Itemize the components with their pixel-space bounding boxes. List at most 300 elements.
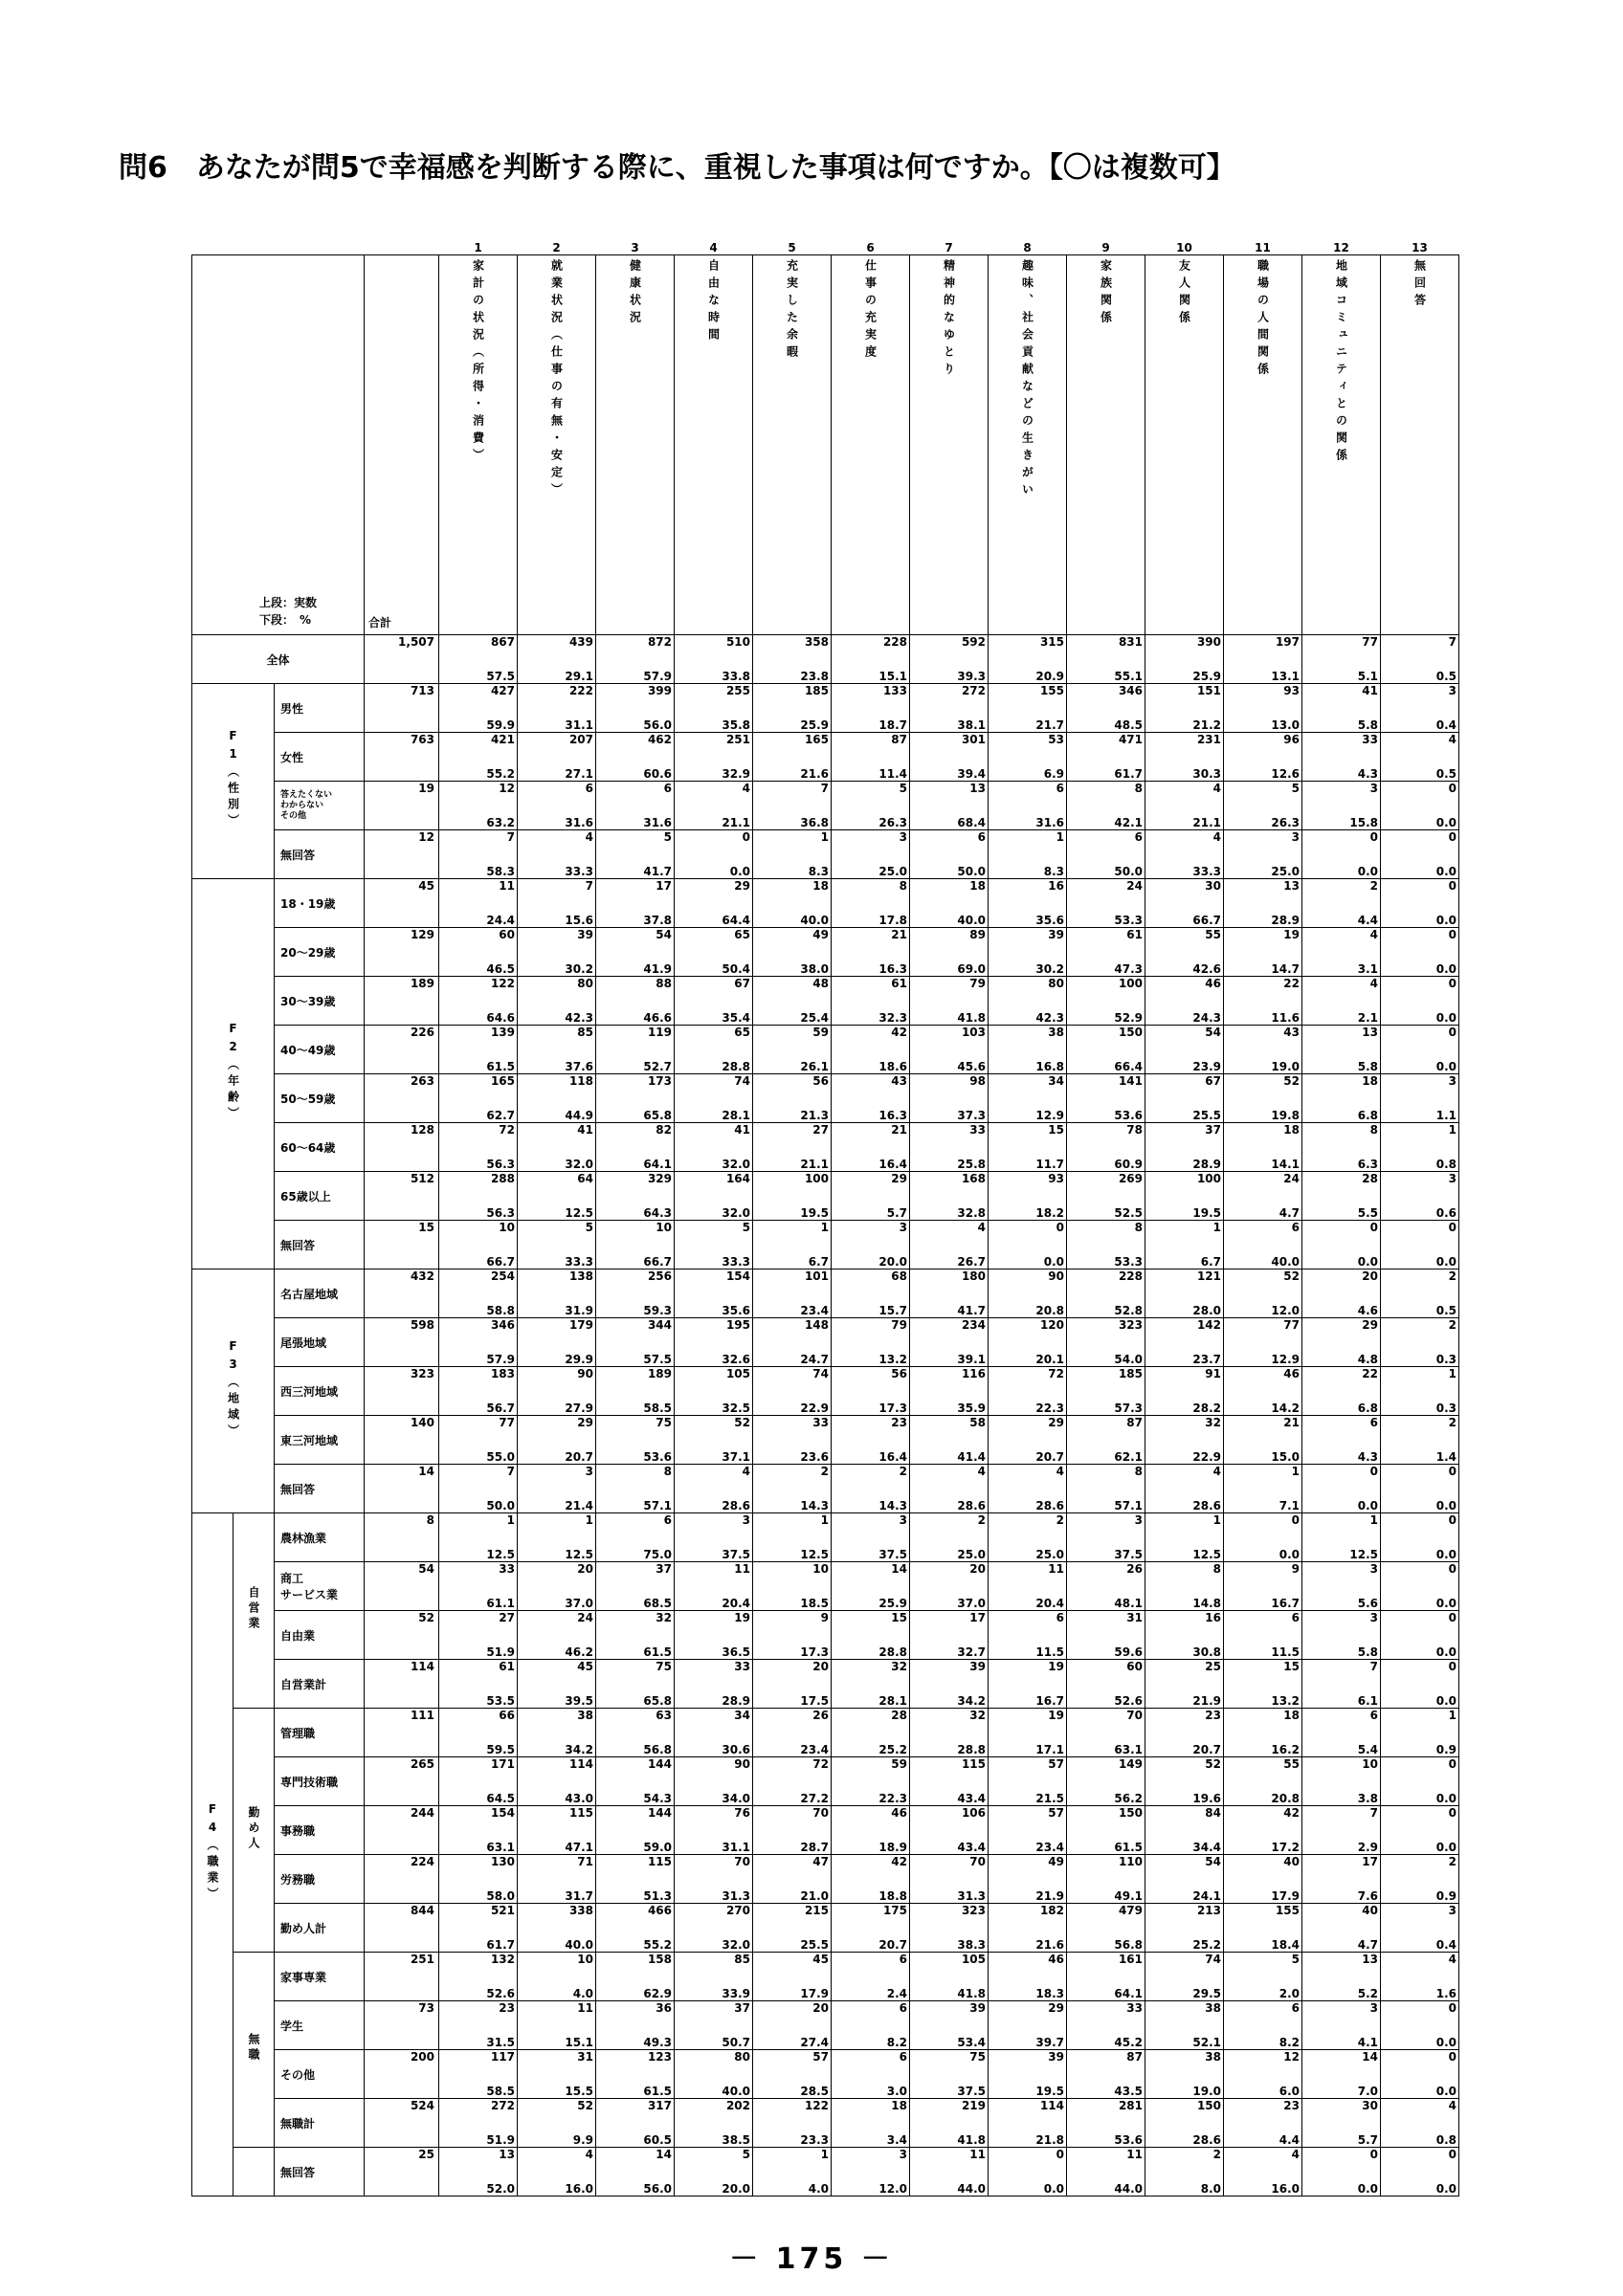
row-total: 263 (365, 1074, 439, 1123)
count-cell: 471 (1067, 733, 1145, 758)
column-header (989, 255, 1067, 635)
percent-cell: 17.3 (832, 1391, 910, 1416)
percent-cell: 30.8 (1145, 1635, 1224, 1660)
count-cell: 4 (1381, 1953, 1459, 1977)
count-cell: 6 (910, 830, 989, 855)
count-cell: 75 (596, 1660, 675, 1685)
count-cell: 5 (1224, 782, 1302, 806)
percent-cell: 8.0 (1145, 2172, 1224, 2197)
count-cell: 479 (1067, 1904, 1145, 1929)
percent-cell: 3.4 (832, 2123, 910, 2148)
column-header (596, 255, 675, 635)
count-cell: 79 (910, 977, 989, 1002)
column-header-label: 家計の状況（所得・消費） (471, 259, 485, 466)
percent-cell: 18.2 (989, 1196, 1067, 1221)
percent-cell: 19.5 (753, 1196, 832, 1221)
percent-cell: 41.7 (596, 854, 675, 879)
column-header (518, 255, 596, 635)
table-row (192, 1562, 1459, 1587)
count-cell: 115 (910, 1757, 989, 1782)
count-cell: 10 (753, 1562, 832, 1587)
count-cell: 0 (675, 830, 753, 855)
percent-cell: 0.0 (1381, 806, 1459, 830)
count-cell: 11 (518, 2001, 596, 2026)
row-label: 自営業計 (275, 1660, 365, 1709)
count-cell: 4 (675, 782, 753, 806)
legend (192, 255, 365, 635)
percent-cell: 40.0 (1224, 1245, 1302, 1269)
count-cell: 510 (675, 635, 753, 660)
percent-cell: 46.2 (518, 1635, 596, 1660)
count-cell: 427 (439, 684, 518, 709)
percent-cell: 50.0 (910, 854, 989, 879)
percent-cell: 28.6 (989, 1489, 1067, 1513)
count-cell: 49 (989, 1855, 1067, 1880)
table-row (192, 733, 1459, 758)
percent-cell: 0.4 (1381, 708, 1459, 733)
count-cell: 47 (753, 1855, 832, 1880)
count-cell: 67 (675, 977, 753, 1002)
count-cell: 27 (439, 1611, 518, 1636)
count-cell: 39 (518, 928, 596, 953)
count-cell: 4 (989, 1465, 1067, 1490)
percent-cell: 52.1 (1145, 2025, 1224, 2050)
count-cell: 155 (989, 684, 1067, 709)
count-cell: 29 (675, 879, 753, 904)
percent-cell: 15.0 (1224, 1440, 1302, 1465)
column-number: 5 (788, 241, 796, 254)
count-cell: 5 (832, 782, 910, 806)
row-label: 50〜59歳 (275, 1074, 365, 1123)
percent-cell: 21.4 (518, 1489, 596, 1513)
percent-cell: 31.7 (518, 1879, 596, 1904)
percent-cell: 14.3 (832, 1489, 910, 1513)
percent-cell: 40.0 (675, 2074, 753, 2099)
count-cell: 20 (518, 1562, 596, 1587)
count-cell: 466 (596, 1904, 675, 1929)
count-cell: 15 (989, 1123, 1067, 1148)
row-total: 224 (365, 1855, 439, 1904)
column-header (1224, 255, 1302, 635)
count-cell: 3 (675, 1513, 753, 1538)
percent-cell: 6.7 (753, 1245, 832, 1269)
row-label: 学生 (275, 2001, 365, 2050)
percent-cell: 16.3 (832, 952, 910, 977)
count-cell: 189 (596, 1367, 675, 1392)
count-cell: 20 (910, 1562, 989, 1587)
row-total: 52 (365, 1611, 439, 1660)
table-row (192, 2001, 1459, 2026)
table-row (192, 1026, 1459, 1050)
percent-cell: 18.4 (1224, 1928, 1302, 1953)
count-cell: 39 (910, 2001, 989, 2026)
count-cell: 39 (910, 1660, 989, 1685)
count-cell: 13 (1224, 879, 1302, 904)
percent-cell: 26.3 (832, 806, 910, 830)
count-cell: 14 (596, 2148, 675, 2173)
percent-cell: 50.0 (439, 1489, 518, 1513)
count-cell: 255 (675, 684, 753, 709)
percent-cell: 7.1 (1224, 1489, 1302, 1513)
count-cell: 329 (596, 1172, 675, 1197)
count-cell: 6 (1067, 830, 1145, 855)
percent-cell: 36.5 (675, 1635, 753, 1660)
percent-cell: 15.7 (832, 1293, 910, 1318)
group-label-text: F2（年齢） (226, 1022, 240, 1123)
count-cell: 18 (1302, 1074, 1381, 1099)
count-cell: 6 (518, 782, 596, 806)
count-cell: 0 (1381, 830, 1459, 855)
count-cell: 3 (1224, 830, 1302, 855)
percent-cell: 53.6 (1067, 1098, 1145, 1123)
count-cell: 13 (1302, 1953, 1381, 1977)
percent-cell: 30.2 (989, 952, 1067, 977)
count-cell: 3 (518, 1465, 596, 1490)
percent-cell: 28.7 (753, 1830, 832, 1855)
percent-cell: 28.6 (675, 1489, 753, 1513)
count-cell: 6 (596, 782, 675, 806)
count-cell: 256 (596, 1269, 675, 1294)
percent-cell: 44.0 (910, 2172, 989, 2197)
column-header-label: 地域コミュニティとの関係 (1334, 259, 1348, 466)
row-total: 114 (365, 1660, 439, 1709)
count-cell: 207 (518, 733, 596, 758)
count-cell: 219 (910, 2099, 989, 2124)
count-cell: 6 (832, 1953, 910, 1977)
count-cell: 80 (989, 977, 1067, 1002)
percent-cell: 17.1 (989, 1733, 1067, 1757)
percent-cell: 14.8 (1145, 1586, 1224, 1611)
group-label (192, 1513, 233, 2197)
percent-cell: 19.6 (1145, 1781, 1224, 1806)
count-cell: 0 (1381, 1611, 1459, 1636)
percent-cell: 34.0 (675, 1781, 753, 1806)
percent-cell: 8.2 (832, 2025, 910, 2050)
count-cell: 32 (1145, 1416, 1224, 1441)
percent-cell: 4.4 (1302, 903, 1381, 928)
percent-cell: 7.0 (1302, 2074, 1381, 2099)
percent-cell: 40.0 (518, 1928, 596, 1953)
count-cell: 4 (1224, 2148, 1302, 2173)
subgroup-label-text: 無職 (247, 2033, 260, 2064)
count-cell: 17 (910, 1611, 989, 1636)
count-cell: 1 (753, 1513, 832, 1538)
count-cell: 197 (1224, 635, 1302, 660)
percent-cell: 20.8 (989, 1293, 1067, 1318)
percent-cell: 55.1 (1067, 659, 1145, 684)
percent-cell: 4.4 (1224, 2123, 1302, 2148)
count-cell: 82 (596, 1123, 675, 1148)
percent-cell: 62.1 (1067, 1440, 1145, 1465)
count-cell: 358 (753, 635, 832, 660)
count-cell: 0 (989, 1221, 1067, 1246)
count-cell: 30 (1302, 2099, 1381, 2124)
percent-cell: 28.9 (1145, 1147, 1224, 1172)
count-cell: 11 (675, 1562, 753, 1587)
percent-cell: 28.6 (1145, 2123, 1224, 2148)
percent-cell: 57.1 (596, 1489, 675, 1513)
percent-cell: 0.0 (1381, 1489, 1459, 1513)
count-cell: 154 (439, 1806, 518, 1831)
percent-cell: 28.1 (832, 1684, 910, 1709)
count-cell: 4 (675, 1465, 753, 1490)
percent-cell: 0.6 (1381, 1196, 1459, 1221)
count-cell: 185 (1067, 1367, 1145, 1392)
percent-cell: 18.3 (989, 1976, 1067, 2001)
percent-cell: 15.6 (518, 903, 596, 928)
percent-cell: 0.0 (1302, 1245, 1381, 1269)
count-cell: 78 (1067, 1123, 1145, 1148)
column-number: 7 (945, 241, 953, 254)
count-cell: 254 (439, 1269, 518, 1294)
column-header-label: 充実した余暇 (785, 259, 799, 363)
table-row (192, 1611, 1459, 1636)
count-cell: 0 (1381, 1806, 1459, 1831)
count-cell: 122 (753, 2099, 832, 2124)
count-cell: 74 (753, 1367, 832, 1392)
count-cell: 23 (1224, 2099, 1302, 2124)
percent-cell: 37.5 (910, 2074, 989, 2099)
percent-cell: 26.3 (1224, 806, 1302, 830)
percent-cell: 4.0 (753, 2172, 832, 2197)
count-cell: 6 (1224, 2001, 1302, 2026)
count-cell: 26 (753, 1709, 832, 1733)
group-label-text: F3（地域） (226, 1338, 240, 1441)
count-cell: 103 (910, 1026, 989, 1050)
row-total: 598 (365, 1318, 439, 1367)
count-cell: 18 (1224, 1123, 1302, 1148)
percent-cell: 27.1 (518, 757, 596, 782)
count-cell: 150 (1067, 1026, 1145, 1050)
percent-cell: 61.5 (596, 2074, 675, 2099)
count-cell: 100 (1067, 977, 1145, 1002)
count-cell: 33 (1067, 2001, 1145, 2026)
percent-cell: 6.8 (1302, 1098, 1381, 1123)
percent-cell: 16.8 (989, 1049, 1067, 1074)
percent-cell: 21.3 (753, 1098, 832, 1123)
percent-cell: 8.2 (1224, 2025, 1302, 2050)
count-cell: 462 (596, 733, 675, 758)
percent-cell: 17.8 (832, 903, 910, 928)
percent-cell: 28.9 (1224, 903, 1302, 928)
column-header (1381, 255, 1459, 635)
percent-cell: 19.8 (1224, 1098, 1302, 1123)
count-cell: 87 (1067, 2050, 1145, 2075)
count-cell: 19 (1224, 928, 1302, 953)
count-cell: 165 (753, 733, 832, 758)
count-cell: 4 (910, 1221, 989, 1246)
row-total: 8 (365, 1513, 439, 1562)
percent-cell: 12.5 (1302, 1537, 1381, 1562)
percent-cell: 43.5 (1067, 2074, 1145, 2099)
percent-cell: 64.5 (439, 1781, 518, 1806)
column-header (1145, 255, 1224, 635)
count-cell: 179 (518, 1318, 596, 1343)
percent-cell: 60.6 (596, 757, 675, 782)
percent-cell: 18.9 (832, 1830, 910, 1855)
percent-cell: 5.5 (1302, 1196, 1381, 1221)
column-number: 2 (552, 241, 561, 254)
percent-cell: 37.5 (675, 1537, 753, 1562)
row-label: 勤め人計 (275, 1904, 365, 1953)
percent-cell: 4.7 (1224, 1196, 1302, 1221)
count-cell: 5 (675, 2148, 753, 2173)
percent-cell: 31.6 (596, 806, 675, 830)
percent-cell: 64.1 (1067, 1976, 1145, 2001)
count-cell: 54 (1145, 1855, 1224, 1880)
percent-cell: 24.3 (1145, 1001, 1224, 1026)
count-cell: 41 (675, 1123, 753, 1148)
count-cell: 38 (1145, 2050, 1224, 2075)
column-number: 9 (1101, 241, 1110, 254)
count-cell: 100 (1145, 1172, 1224, 1197)
percent-cell: 57.5 (439, 659, 518, 684)
column-number: 4 (709, 241, 718, 254)
percent-cell: 0.5 (1381, 757, 1459, 782)
percent-cell: 17.5 (753, 1684, 832, 1709)
group-label (192, 684, 275, 879)
percent-cell: 3.1 (1302, 952, 1381, 977)
count-cell: 65 (675, 1026, 753, 1050)
count-cell: 4 (518, 830, 596, 855)
total-header: 合計 (365, 255, 439, 635)
count-cell: 173 (596, 1074, 675, 1099)
count-cell: 41 (518, 1123, 596, 1148)
percent-cell: 18.7 (832, 708, 910, 733)
count-cell: 171 (439, 1757, 518, 1782)
table-row (192, 1465, 1459, 1490)
count-cell: 139 (439, 1026, 518, 1050)
percent-cell: 52.8 (1067, 1293, 1145, 1318)
count-cell: 70 (753, 1806, 832, 1831)
percent-cell: 27.4 (753, 2025, 832, 2050)
count-cell: 56 (753, 1074, 832, 1099)
percent-cell: 17.3 (753, 1635, 832, 1660)
count-cell: 228 (832, 635, 910, 660)
percent-cell: 51.9 (439, 1635, 518, 1660)
table-row (192, 1221, 1459, 1246)
count-cell: 37 (596, 1562, 675, 1587)
count-cell: 85 (675, 1953, 753, 1977)
percent-cell: 11.5 (989, 1635, 1067, 1660)
count-cell: 37 (675, 2001, 753, 2026)
group-label (192, 879, 275, 1269)
percent-cell: 35.9 (910, 1391, 989, 1416)
row-total: 713 (365, 684, 439, 733)
count-cell: 148 (753, 1318, 832, 1343)
count-cell: 32 (910, 1709, 989, 1733)
percent-cell: 5.8 (1302, 1049, 1381, 1074)
count-cell: 4 (1381, 733, 1459, 758)
count-cell: 101 (753, 1269, 832, 1294)
percent-cell: 57.9 (439, 1342, 518, 1367)
page-title: 問6 あなたが問5で幸福感を判断する際に、重視した事項は何ですか。【〇は複数可】 (119, 151, 1235, 185)
count-cell: 11 (989, 1562, 1067, 1587)
count-cell: 0 (1381, 977, 1459, 1002)
count-cell: 132 (439, 1953, 518, 1977)
count-cell: 118 (518, 1074, 596, 1099)
count-cell: 34 (989, 1074, 1067, 1099)
percent-cell: 0.0 (1381, 2025, 1459, 2050)
count-cell: 26 (1067, 1562, 1145, 1587)
count-cell: 54 (1145, 1026, 1224, 1050)
percent-cell: 25.2 (1145, 1928, 1224, 1953)
count-cell: 18 (753, 879, 832, 904)
percent-cell: 31.3 (675, 1879, 753, 1904)
count-cell: 72 (753, 1757, 832, 1782)
count-cell: 8 (596, 1465, 675, 1490)
count-cell: 52 (675, 1416, 753, 1441)
percent-cell: 60.5 (596, 2123, 675, 2148)
count-cell: 228 (1067, 1269, 1145, 1294)
table-row (192, 684, 1459, 709)
percent-cell: 42.3 (989, 1001, 1067, 1026)
percent-cell: 54.0 (1067, 1342, 1145, 1367)
count-cell: 133 (832, 684, 910, 709)
table-row (192, 2099, 1459, 2124)
count-cell: 110 (1067, 1855, 1145, 1880)
count-cell: 234 (910, 1318, 989, 1343)
count-cell: 2 (1381, 1416, 1459, 1441)
percent-cell: 23.4 (753, 1733, 832, 1757)
row-total: 226 (365, 1026, 439, 1074)
percent-cell: 56.2 (1067, 1781, 1145, 1806)
count-cell: 29 (518, 1416, 596, 1441)
count-cell: 72 (989, 1367, 1067, 1392)
count-cell: 439 (518, 635, 596, 660)
percent-cell: 35.8 (675, 708, 753, 733)
percent-cell: 52.6 (439, 1976, 518, 2001)
percent-cell: 56.0 (596, 2172, 675, 2197)
row-label (275, 782, 365, 830)
count-cell: 3 (1381, 1904, 1459, 1929)
subgroup-label (233, 2148, 275, 2197)
count-cell: 175 (832, 1904, 910, 1929)
count-cell: 0 (1381, 2050, 1459, 2075)
count-cell: 0 (1381, 1026, 1459, 1050)
count-cell: 61 (439, 1660, 518, 1685)
percent-cell: 31.1 (518, 708, 596, 733)
percent-cell: 5.2 (1302, 1976, 1381, 2001)
count-cell: 57 (753, 2050, 832, 2075)
percent-cell: 12.0 (1224, 1293, 1302, 1318)
column-number: 6 (866, 241, 875, 254)
percent-cell: 15.8 (1302, 806, 1381, 830)
percent-cell: 27.2 (753, 1781, 832, 1806)
row-label: 東三河地域 (275, 1416, 365, 1465)
count-cell: 4 (1302, 928, 1381, 953)
percent-cell: 44.9 (518, 1098, 596, 1123)
percent-cell: 39.5 (518, 1684, 596, 1709)
percent-cell: 64.4 (675, 903, 753, 928)
count-cell: 121 (1145, 1269, 1224, 1294)
count-cell: 115 (518, 1806, 596, 1831)
subgroup-label (233, 1709, 275, 1953)
count-cell: 0 (1381, 1660, 1459, 1685)
percent-cell: 57.1 (1067, 1489, 1145, 1513)
percent-cell: 21.8 (989, 2123, 1067, 2148)
row-total: 244 (365, 1806, 439, 1855)
percent-cell: 20.7 (518, 1440, 596, 1465)
count-cell: 33 (675, 1660, 753, 1685)
count-cell: 116 (910, 1367, 989, 1392)
count-cell: 45 (753, 1953, 832, 1977)
count-cell: 76 (675, 1806, 753, 1831)
percent-cell: 4.0 (518, 1976, 596, 2001)
percent-cell: 21.1 (675, 806, 753, 830)
count-cell: 90 (518, 1367, 596, 1392)
count-cell: 55 (1145, 928, 1224, 953)
